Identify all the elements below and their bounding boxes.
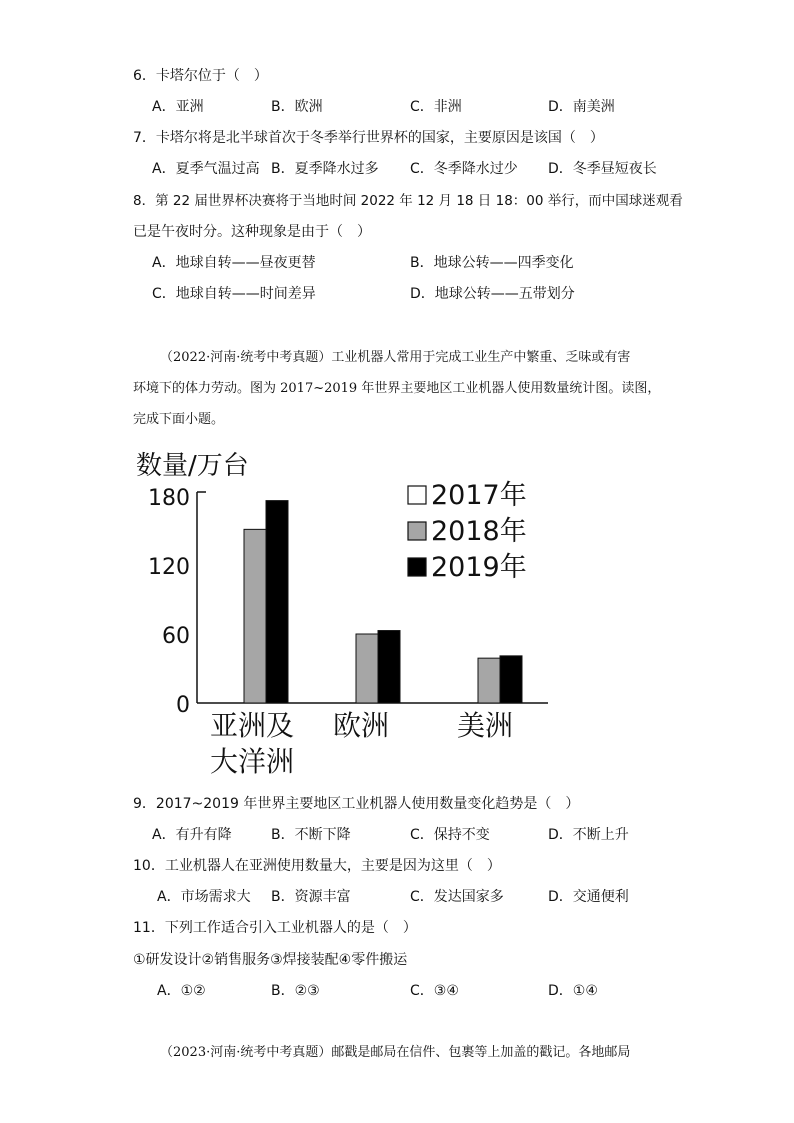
q11-option-d: D．①④: [548, 983, 598, 999]
y-tick-label: 60: [162, 624, 190, 649]
q7-stem: 7．卡塔尔将是北半球首次于冬季举行世界杯的国家，主要原因是该国（ ）: [133, 130, 604, 146]
bar-2018年-欧洲: [356, 634, 378, 703]
legend-swatch-2018年: [408, 522, 426, 540]
bar-2019年-欧洲: [378, 631, 400, 703]
q6-option-b: B．欧洲: [271, 99, 323, 115]
q9-stem: 9．2017~2019 年世界主要地区工业机器人使用数量变化趋势是（ ）: [133, 796, 580, 812]
y-tick-label: 0: [176, 693, 190, 718]
bar-2018年-亚洲及大洋洲: [244, 529, 266, 703]
q6-stem: 6．卡塔尔位于（ ）: [133, 68, 268, 84]
q10-option-c: C．发达国家多: [410, 889, 504, 905]
q10-option-a: A．市场需求大: [157, 889, 251, 905]
q8-option-c: C．地球自转——时间差异: [152, 286, 316, 302]
q8-stem-line1: 8．第 22 届世界杯决赛将于当地时间 2022 年 12 月 18 日 18：00 举行，而中国球迷观看: [133, 193, 683, 209]
q9-option-c: C．保持不变: [410, 827, 490, 843]
q7-option-c: C．冬季降水过少: [410, 161, 518, 177]
legend-label: 2019年: [431, 552, 527, 583]
y-axis-label: 数量/万台: [136, 451, 249, 481]
q9-option-a: A．有升有降: [152, 827, 232, 843]
bar-2018年-美洲: [478, 658, 500, 703]
q8-option-a: A．地球自转——昼夜更替: [152, 255, 316, 271]
legend-swatch-2017年: [408, 486, 426, 504]
q10-option-d: D．交通便利: [548, 889, 629, 905]
q8-option-b: B．地球公转——四季变化: [410, 255, 574, 271]
q11-option-a: A．①②: [157, 983, 206, 999]
intro1-line3: 完成下面小题。: [133, 412, 225, 427]
q6-option-c: C．非洲: [410, 99, 462, 115]
q10-option-b: B．资源丰富: [271, 889, 351, 905]
intro1-line2: 环境下的体力劳动。图为 2017~2019 年世界主要地区工业机器人使用数量统计图。读图，: [133, 381, 661, 396]
q7-option-a: A．夏季气温过高: [152, 161, 260, 177]
q10-stem: 10．工业机器人在亚洲使用数量大，主要是因为这里（ ）: [133, 858, 501, 874]
intro2-line1: （2023·河南·统考中考真题）邮戳是邮局在信件、包裹等上加盖的戳记。各地邮局: [160, 1045, 631, 1060]
q7-option-d: D．冬季昼短夜长: [548, 161, 657, 177]
q9-option-d: D．不断上升: [548, 827, 629, 843]
bar-2019年-亚洲及大洋洲: [266, 501, 288, 703]
q9-option-b: B．不断下降: [271, 827, 351, 843]
category-label: 大洋洲: [209, 745, 295, 778]
legend-label: 2018年: [431, 516, 527, 547]
category-label: 美洲: [456, 709, 514, 742]
robot-usage-bar-chart: [0, 440, 794, 785]
q8-option-d: D．地球公转——五带划分: [410, 286, 575, 302]
q11-option-b: B．②③: [271, 983, 320, 999]
bar-2019年-美洲: [500, 656, 522, 703]
q7-option-b: B．夏季降水过多: [271, 161, 379, 177]
category-label: 亚洲及: [209, 709, 295, 742]
legend-label: 2017年: [431, 480, 527, 511]
y-tick-label: 180: [148, 486, 190, 511]
q8-stem-line2: 已是午夜时分。这种现象是由于（ ）: [133, 224, 371, 240]
q11-stem: 11．下列工作适合引入工业机器人的是（ ）: [133, 920, 417, 936]
intro1-line1: （2022·河南·统考中考真题）工业机器人常用于完成工业生产中繁重、乏味或有害: [160, 350, 631, 365]
q11-option-c: C．③④: [410, 983, 459, 999]
y-tick-label: 120: [148, 555, 190, 580]
q6-option-a: A．亚洲: [152, 99, 204, 115]
category-label: 欧洲: [332, 709, 390, 742]
q6-option-d: D．南美洲: [548, 99, 615, 115]
q11-choices: ①研发设计②销售服务③焊接装配④零件搬运: [133, 952, 408, 968]
legend-swatch-2019年: [408, 558, 426, 576]
